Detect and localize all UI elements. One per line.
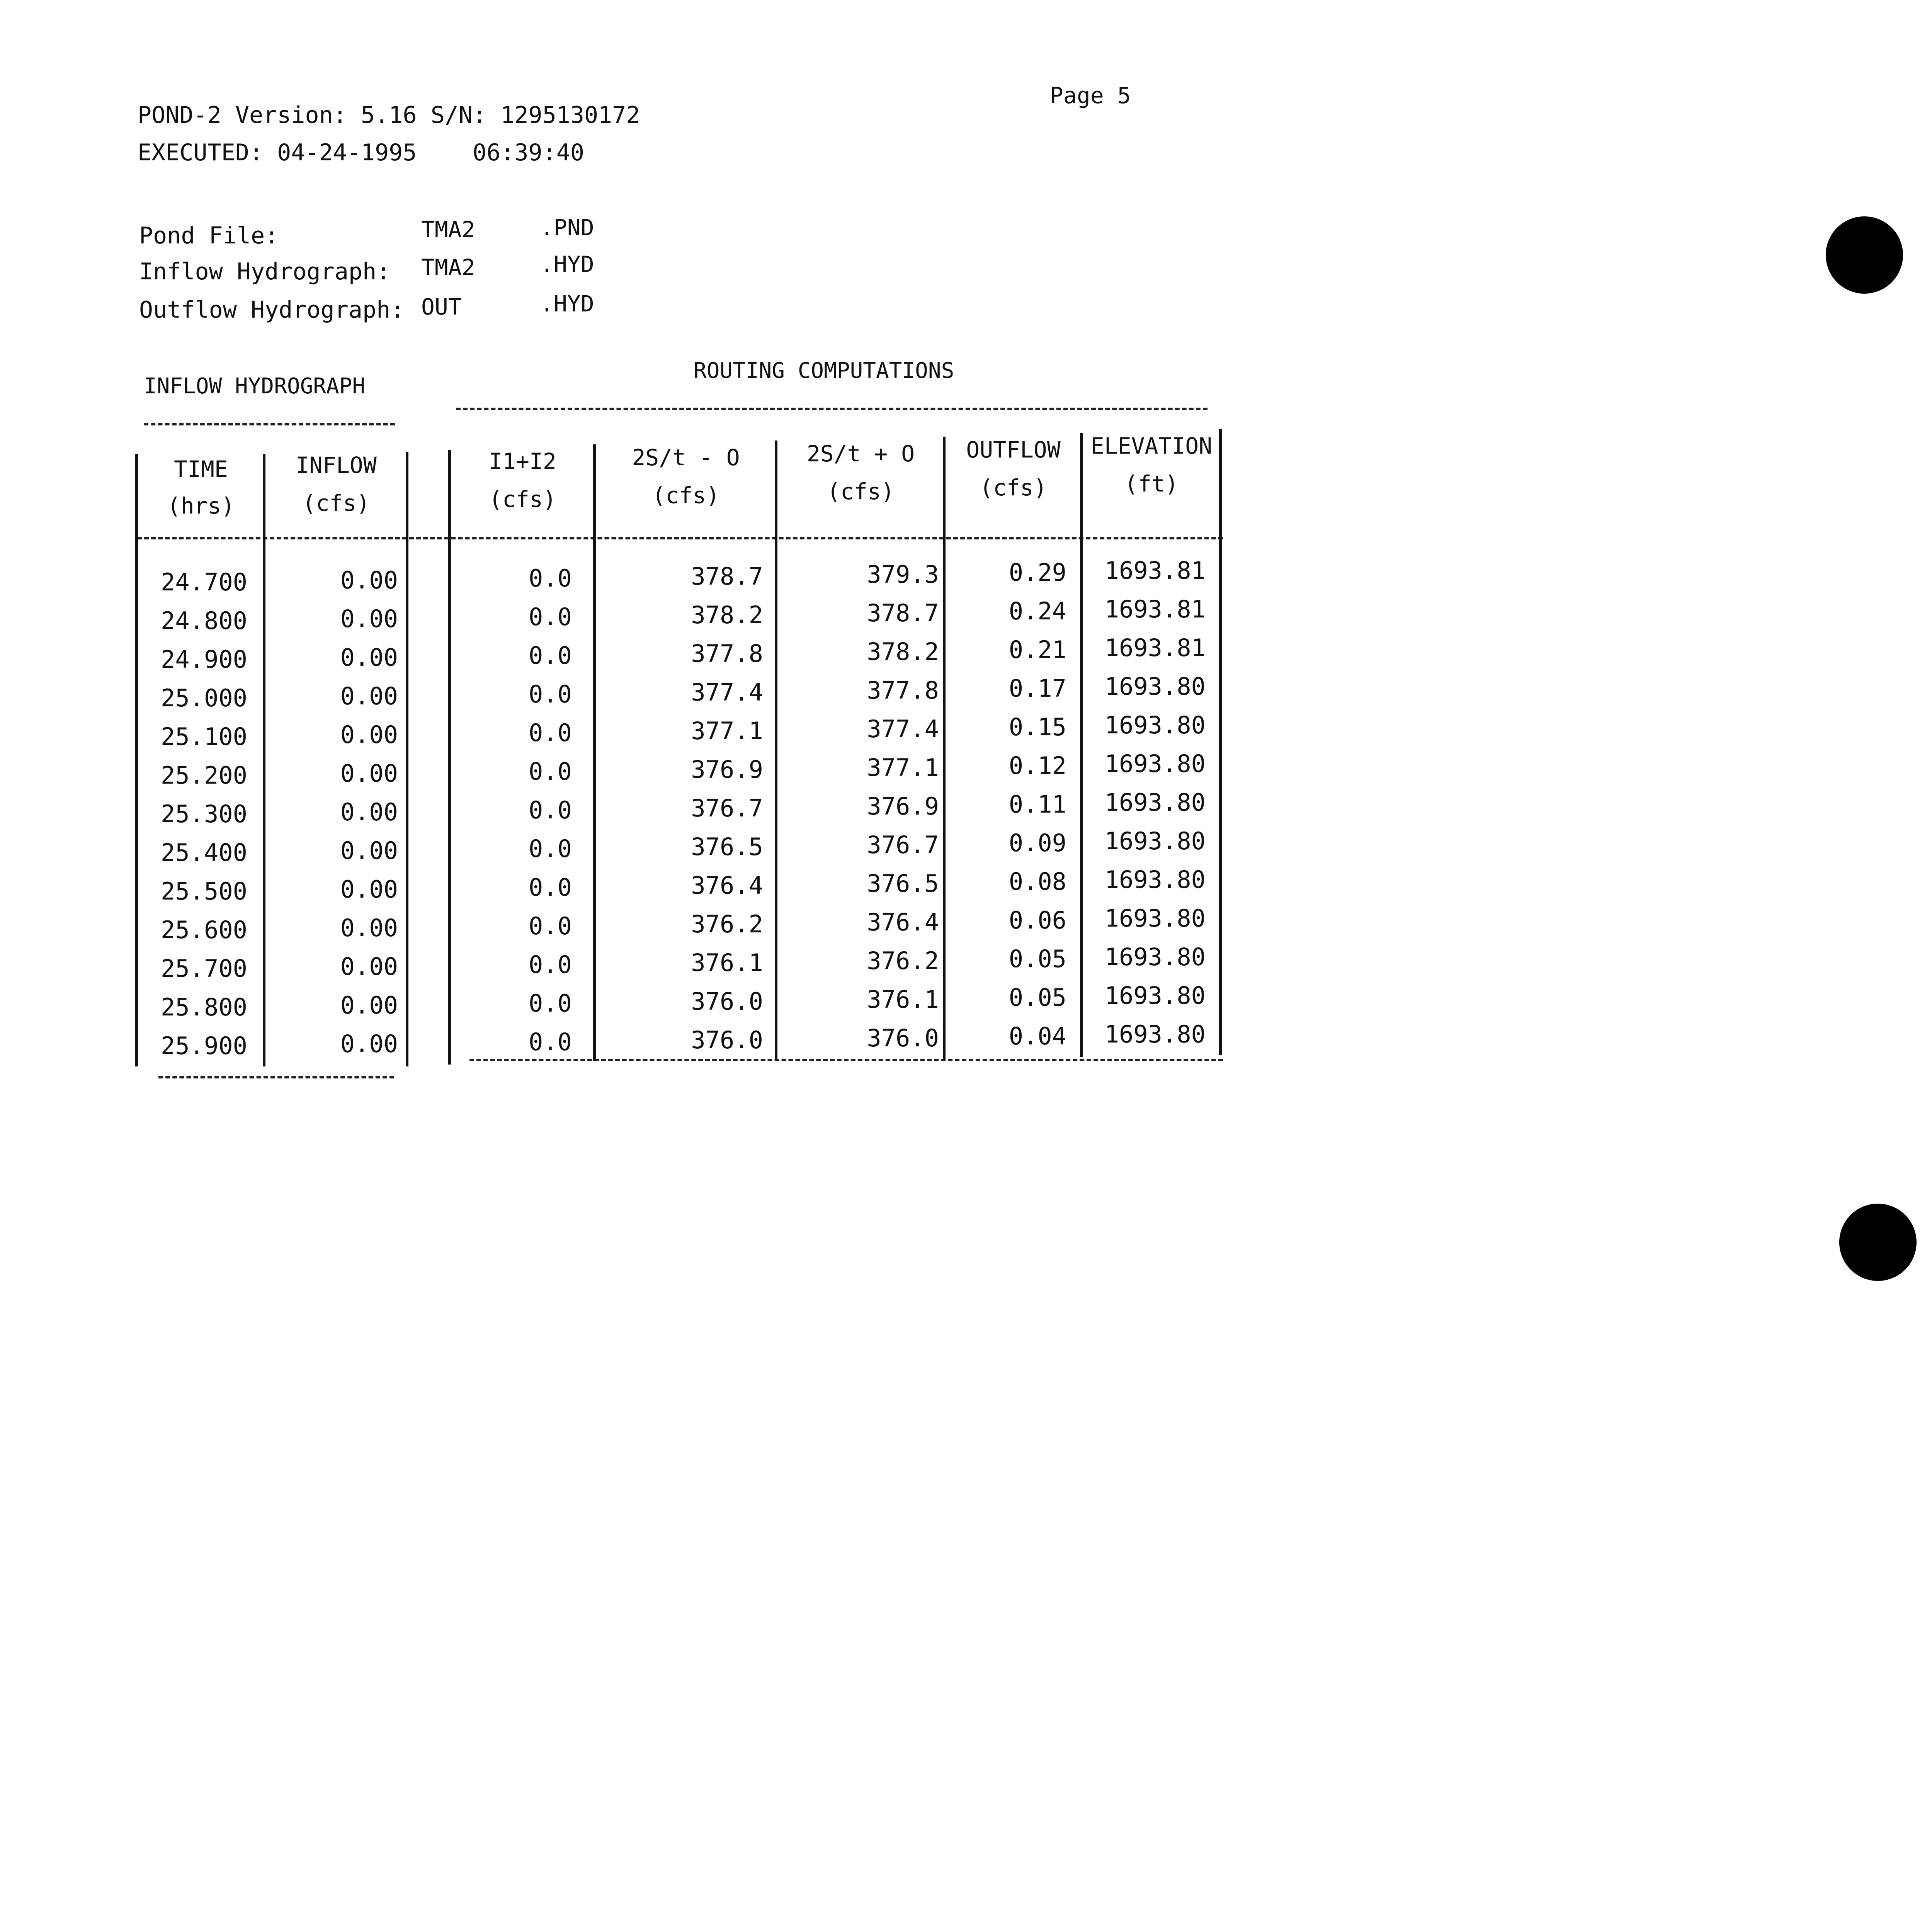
- cell-2st-minus-o: 376.9: [691, 755, 763, 784]
- cell-outflow: 0.04: [1009, 1022, 1066, 1050]
- cell-time: 25.500: [161, 877, 247, 905]
- page-number: Page 5: [1050, 82, 1131, 109]
- cell-inflow: 0.00: [340, 721, 398, 749]
- outflow-hydrograph-name: OUT: [421, 294, 462, 320]
- cell-elevation: 1693.80: [1104, 1020, 1206, 1048]
- cell-outflow: 0.24: [1009, 597, 1066, 625]
- cell-inflow: 0.00: [340, 605, 398, 633]
- cell-2st-minus-o: 378.2: [691, 601, 763, 629]
- cell-i1i2: 0.0: [529, 719, 572, 747]
- cell-time: 25.000: [161, 684, 247, 712]
- cell-time: 24.900: [161, 645, 247, 673]
- outflow-hydrograph-label: Outflow Hydrograph:: [139, 296, 405, 323]
- cell-time: 25.100: [161, 723, 247, 751]
- cell-elevation: 1693.80: [1104, 672, 1206, 701]
- cell-outflow: 0.29: [1009, 558, 1066, 587]
- column-divider: [448, 450, 451, 1065]
- version-line: POND-2 Version: 5.16 S/N: 1295130172: [138, 102, 640, 129]
- outflow-hydrograph-ext: .HYD: [540, 291, 594, 317]
- cell-inflow: 0.00: [340, 643, 398, 672]
- cell-time: 25.900: [161, 1032, 247, 1060]
- cell-outflow: 0.15: [1009, 713, 1066, 741]
- cell-i1i2: 0.0: [529, 680, 572, 708]
- col-header-2st-minus-o: 2S/t - O: [632, 444, 740, 471]
- col-unit-outflow: (cfs): [980, 474, 1047, 501]
- col-unit-i1i2: (cfs): [489, 486, 556, 512]
- cell-inflow: 0.00: [340, 875, 398, 903]
- cell-2st-plus-o: 376.0: [867, 1024, 939, 1052]
- cell-inflow: 0.00: [340, 991, 398, 1019]
- cell-inflow: 0.00: [340, 682, 398, 710]
- col-unit-inflow: (cfs): [302, 490, 370, 516]
- cell-i1i2: 0.0: [529, 796, 572, 824]
- cell-i1i2: 0.0: [529, 564, 572, 592]
- cell-2st-minus-o: 376.4: [691, 871, 763, 900]
- cell-i1i2: 0.0: [529, 951, 572, 979]
- column-divider: [943, 437, 946, 1059]
- col-header-outflow: OUTFLOW: [966, 437, 1061, 463]
- inflow-hydrograph-label: Inflow Hydrograph:: [139, 258, 391, 285]
- pond-file-label: Pond File:: [139, 222, 279, 249]
- col-header-elevation: ELEVATION: [1090, 433, 1213, 459]
- cell-time: 24.700: [161, 568, 247, 596]
- cell-outflow: 0.11: [1009, 790, 1066, 818]
- cell-2st-plus-o: 377.1: [867, 753, 939, 782]
- inflow-hydrograph-name: TMA2: [421, 254, 475, 281]
- column-divider: [1080, 433, 1083, 1057]
- cell-outflow: 0.21: [1009, 636, 1066, 664]
- cell-2st-minus-o: 376.0: [691, 987, 763, 1015]
- col-header-2st-plus-o: 2S/t + O: [806, 440, 915, 467]
- col-header-inflow: INFLOW: [296, 452, 377, 478]
- cell-inflow: 0.00: [340, 837, 398, 865]
- pond-file-ext: .PND: [540, 214, 594, 241]
- cell-inflow: 0.00: [340, 952, 398, 981]
- cell-2st-minus-o: 376.1: [691, 949, 763, 977]
- col-unit-elevation: (ft): [1124, 471, 1179, 497]
- cell-2st-plus-o: 378.7: [867, 599, 939, 627]
- cell-elevation: 1693.80: [1104, 711, 1206, 739]
- punch-hole: [1839, 1204, 1917, 1281]
- inflow-hydrograph-ext: .HYD: [540, 251, 594, 277]
- cell-time: 25.400: [161, 838, 247, 867]
- cell-2st-minus-o: 378.7: [691, 562, 763, 590]
- cell-i1i2: 0.0: [529, 873, 572, 901]
- cell-outflow: 0.09: [1009, 829, 1066, 857]
- col-header-time: TIME: [174, 456, 228, 482]
- cell-i1i2: 0.0: [529, 1028, 572, 1056]
- cell-time: 25.200: [161, 761, 247, 789]
- executed-line: EXECUTED: 04-24-1995 06:39:40: [138, 139, 584, 166]
- col-unit-2st-minus-o: (cfs): [652, 482, 720, 509]
- cell-time: 25.600: [161, 916, 247, 944]
- cell-inflow: 0.00: [340, 566, 398, 594]
- cell-2st-plus-o: 376.5: [867, 869, 939, 898]
- column-divider: [593, 444, 596, 1061]
- column-divider: [263, 454, 265, 1066]
- cell-2st-minus-o: 376.7: [691, 794, 763, 822]
- cell-elevation: 1693.81: [1104, 595, 1206, 623]
- cell-2st-plus-o: 376.7: [867, 831, 939, 859]
- cell-inflow: 0.00: [340, 798, 398, 826]
- cell-2st-plus-o: 377.4: [867, 715, 939, 743]
- cell-elevation: 1693.80: [1104, 827, 1206, 855]
- cell-elevation: 1693.80: [1104, 981, 1206, 1010]
- cell-elevation: 1693.80: [1104, 750, 1206, 778]
- routing-bottom-rule: [469, 1059, 1223, 1061]
- cell-i1i2: 0.0: [529, 989, 572, 1017]
- cell-elevation: 1693.80: [1104, 788, 1206, 816]
- cell-2st-plus-o: 377.8: [867, 676, 939, 704]
- column-divider: [775, 440, 777, 1059]
- cell-outflow: 0.17: [1009, 674, 1066, 702]
- cell-i1i2: 0.0: [529, 835, 572, 863]
- routing-top-rule: [456, 408, 1208, 410]
- cell-elevation: 1693.80: [1104, 904, 1206, 932]
- cell-outflow: 0.08: [1009, 867, 1066, 896]
- cell-time: 25.800: [161, 993, 247, 1021]
- cell-2st-minus-o: 377.4: [691, 678, 763, 706]
- cell-time: 25.300: [161, 800, 247, 828]
- cell-i1i2: 0.0: [529, 757, 572, 786]
- cell-elevation: 1693.81: [1104, 634, 1206, 662]
- column-divider: [406, 452, 408, 1066]
- punch-hole: [1826, 216, 1903, 294]
- cell-outflow: 0.05: [1009, 983, 1066, 1012]
- cell-inflow: 0.00: [340, 914, 398, 942]
- routing-computations-title: ROUTING COMPUTATIONS: [694, 358, 954, 383]
- cell-2st-plus-o: 376.9: [867, 792, 939, 820]
- inflow-bottom-rule: [158, 1076, 394, 1078]
- cell-2st-minus-o: 377.8: [691, 639, 763, 668]
- cell-outflow: 0.12: [1009, 752, 1066, 780]
- cell-inflow: 0.00: [340, 1030, 398, 1058]
- cell-elevation: 1693.80: [1104, 866, 1206, 894]
- cell-2st-plus-o: 376.2: [867, 947, 939, 975]
- cell-2st-minus-o: 377.1: [691, 717, 763, 745]
- cell-time: 25.700: [161, 954, 247, 983]
- cell-2st-plus-o: 378.2: [867, 638, 939, 666]
- cell-2st-plus-o: 376.1: [867, 985, 939, 1014]
- inflow-top-rule: [144, 423, 395, 425]
- cell-2st-plus-o: 379.3: [867, 560, 939, 588]
- cell-i1i2: 0.0: [529, 603, 572, 631]
- cell-i1i2: 0.0: [529, 912, 572, 940]
- cell-inflow: 0.00: [340, 759, 398, 787]
- cell-elevation: 1693.81: [1104, 556, 1206, 585]
- cell-2st-minus-o: 376.2: [691, 910, 763, 938]
- cell-outflow: 0.05: [1009, 945, 1066, 973]
- col-unit-2st-plus-o: (cfs): [827, 478, 895, 505]
- cell-2st-minus-o: 376.5: [691, 833, 763, 861]
- inflow-hydrograph-title: INFLOW HYDROGRAPH: [144, 374, 366, 399]
- col-header-i1i2: I1+I2: [489, 448, 556, 474]
- cell-outflow: 0.06: [1009, 906, 1066, 934]
- cell-elevation: 1693.80: [1104, 943, 1206, 971]
- header-separator-rule: [137, 537, 1223, 539]
- cell-i1i2: 0.0: [529, 641, 572, 670]
- cell-2st-minus-o: 376.0: [691, 1026, 763, 1054]
- cell-2st-plus-o: 376.4: [867, 908, 939, 936]
- cell-time: 24.800: [161, 607, 247, 635]
- column-divider: [1219, 429, 1222, 1055]
- col-unit-time: (hrs): [167, 493, 235, 519]
- pond-file-name: TMA2: [421, 216, 475, 243]
